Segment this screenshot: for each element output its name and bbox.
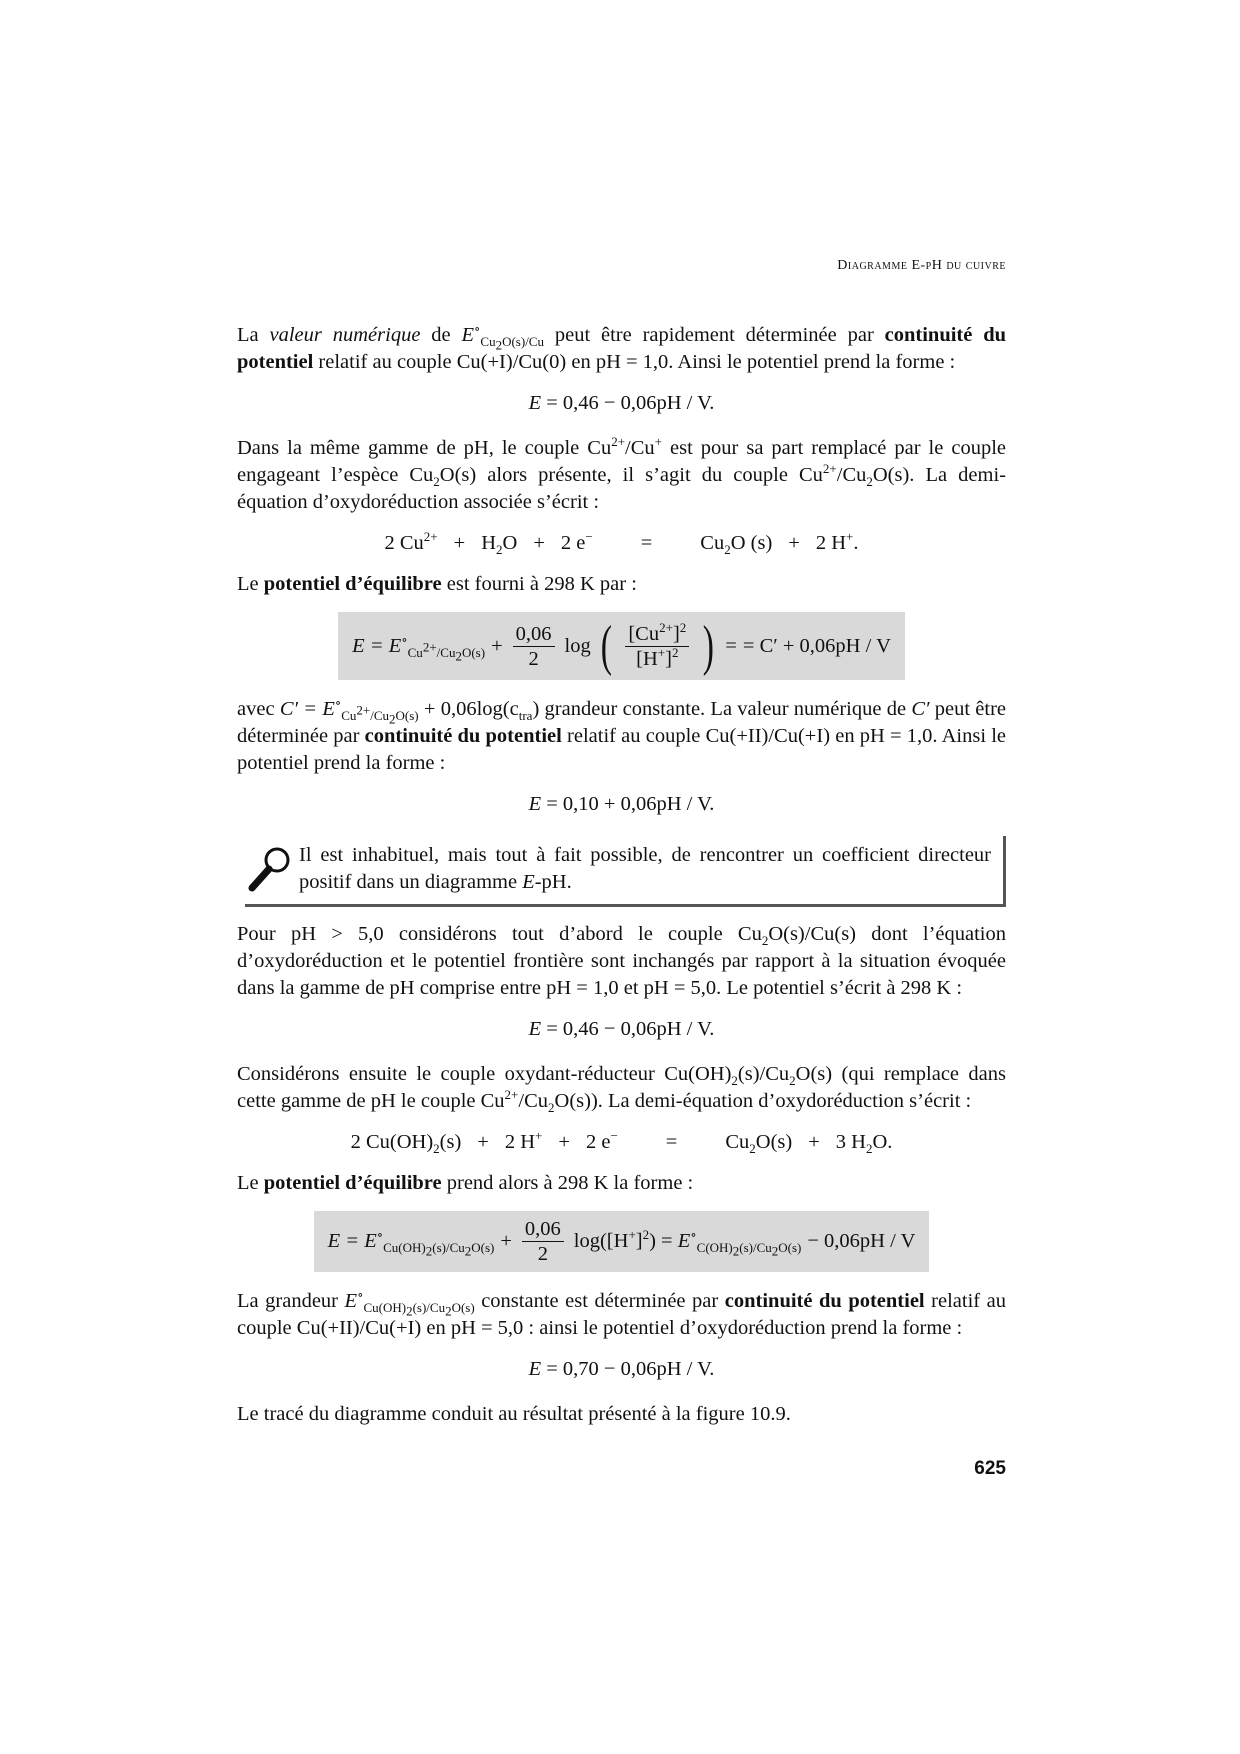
remark-box — [245, 836, 1006, 907]
running-head: Diagramme E-pH du cuivre — [837, 258, 1006, 273]
paragraph-7: Le potentiel d’équilibre prend alors à 298 K la forme : — [237, 1172, 694, 1194]
paragraph-5: Pour pH > 5,0 considérons tout d’abord le couple $Cu_2O(s)/Cu(s)$ dont l’équation d’oxydoréduction et le potentiel frontière sont inchangés par rapport à la situation évoquée dans la gamme de pH comprise entre pH = 1,0 et pH = 5,0. Le potentiel s’écrit à 298 K : — [237, 923, 1006, 999]
page-body — [237, 322, 1006, 1442]
half-reaction-2: 2 $Cu(OH)_2(s)$ + 2 H+ + 2 e− = $Cu_2O(s)$ + 3 $H_2O$. — [350, 1128, 893, 1157]
remark-text: Il est inhabituel, mais tout à fait possible, de rencontrer un coefficient directeur positif dans un diagramme E-pH. — [299, 844, 991, 893]
paragraph-4: avec $C' = E^\circ_{Cu^{2+}/Cu_2O(s)} + 0,06\log(c_{tra})$ grandeur constante. La valeur numérique de C′ peut être déterminée par continuité du potentiel relatif au couple Cu(+II)/Cu(+I) en pH = 1,0. Ainsi le potentiel prend la forme : — [237, 695, 1007, 774]
equation-3: E = 0,46 − 0,06pH / V. — [528, 1018, 715, 1040]
paragraph-2: Dans la même gamme de pH, le couple $Cu^{2+}/Cu^+$ est pour sa part remplacé par le couple engageant l’espèce $Cu_2O(s)$ alors présente, il s’agit du couple $Cu^{2+}/Cu_2O(s)$. La demi-équation d’oxydoréduction associée s’écrit : — [237, 434, 1006, 513]
paragraph-6: Considérons ensuite le couple oxydant-réducteur $Cu(OH)_2(s)/Cu_2O(s)$ (qui remplace dans cette gamme de pH le couple $Cu^{2+}/Cu_2O(s)$). La demi-équation d’oxydoréduction s’écrit : — [237, 1063, 1006, 1116]
boxed-equation-1: $E = E^\circ_{Cu^{2+}/Cu_2O(s)}$ + $\frac{0,06}{2}$ log ( $\frac{[Cu^{2+}]^2}{[H^+]^2}$ ) = = C′ + 0,06pH / V — [237, 612, 1006, 680]
paragraph-8: La grandeur $E^\circ_{Cu(OH)_2(s)/Cu_2O(s)}$ constante est déterminée par continuité du potentiel relatif au couple Cu(+II)/Cu(+I) en pH = 5,0 : ainsi le potentiel d’oxydoréduction prend la forme : — [237, 1287, 1006, 1339]
page-number: 625 — [974, 1458, 1006, 1479]
magnifier-icon — [245, 842, 295, 898]
paragraph-1: La valeur numérique de $E^\circ_{Cu_2O(s)/Cu}$ peut être rapidement déterminée par continuité du potentiel relatif au couple Cu(+I)/Cu(0) en pH = 1,0. Ainsi le potentiel prend la forme : — [237, 321, 1007, 373]
half-reaction-1: 2 $Cu^{2+}$ + $H_2O$ + 2 e− = $Cu_2O$ (s) + 2 H+. — [384, 529, 859, 558]
equation-1: E = 0,46 − 0,06pH / V. — [528, 392, 715, 414]
boxed-equation-2: $E = E^\circ_{Cu(OH)_2(s)/Cu_2O(s)}$ + $\frac{0,06}{2}$ $\log([H^+]^2) = E^\circ_{C(OH)_2(s)/Cu_2O(s)}$ − 0,06pH / V — [237, 1211, 1006, 1272]
equation-4: E = 0,70 − 0,06pH / V. — [528, 1358, 715, 1380]
equation-2: E = 0,10 + 0,06pH / V. — [528, 793, 715, 815]
paragraph-3: Le potentiel d’équilibre est fourni à 298 K par : — [237, 573, 637, 595]
paragraph-9: Le tracé du diagramme conduit au résultat présenté à la figure 10.9. — [237, 1403, 791, 1425]
